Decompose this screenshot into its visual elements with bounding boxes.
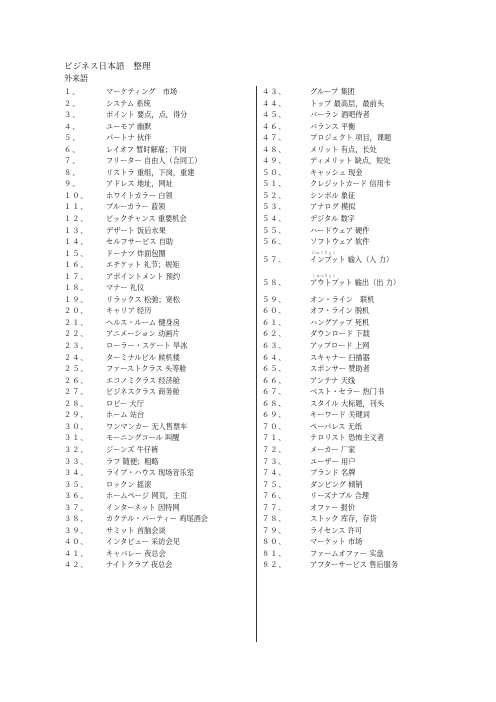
vocab-row: [262, 479, 462, 491]
furigana: しゅつりょく: [312, 272, 336, 278]
vocab-row: [262, 236, 462, 248]
vocab-number: １４、: [64, 237, 89, 247]
vocab-number: ３９、: [64, 525, 89, 535]
vocab-term: インタビュー 采访会见: [106, 537, 180, 547]
vocab-row: [262, 513, 462, 525]
vocab-term: カクテル・パーティー 鸡尾酒会: [106, 514, 208, 524]
vocab-term: ポイント 要点，点，得分: [106, 110, 188, 120]
vocab-term: アナログ 模拟: [310, 202, 356, 212]
vocab-row: [262, 548, 462, 560]
vocab-row: [262, 409, 462, 421]
vocab-term: メーカー 厂家: [310, 444, 356, 454]
page-title: ビジネス日本語 整理: [64, 62, 151, 72]
vocab-term: リストラ 重组，下岗，重建: [106, 167, 195, 177]
vocab-term: マナー 礼仪: [106, 283, 145, 293]
vocab-number: ６、: [64, 144, 81, 154]
vocab-row: [262, 98, 462, 110]
vocab-term: ハングアップ 死机: [310, 317, 370, 327]
right-term-list: [262, 86, 462, 571]
vocab-row: [262, 444, 462, 456]
vocab-term: ディメリット 缺点，短处: [310, 156, 391, 166]
vocab-number: ３７、: [64, 502, 89, 512]
vocab-term: リラックス 松弛；宽松: [106, 294, 180, 304]
vocab-row: [262, 248, 462, 271]
vocab-row: [262, 271, 462, 294]
vocab-number: １５、: [64, 248, 89, 258]
vocab-number: ７６、: [262, 491, 287, 501]
vocab-number: ６６、: [262, 375, 287, 385]
vocab-term: ベスト・セラー 热门书: [310, 387, 385, 397]
vocab-number: ７０、: [262, 421, 287, 431]
vocab-row: [262, 363, 462, 375]
vocab-row: [262, 86, 462, 98]
vocab-row: [64, 363, 254, 375]
vocab-row: [64, 109, 254, 121]
vocab-row: [262, 213, 462, 225]
vocab-row: [64, 340, 254, 352]
vocab-term: プロジェクト 项目，课题: [310, 133, 392, 143]
vocab-number: ４５、: [262, 110, 287, 120]
vocab-term: ブランド 名牌: [310, 468, 356, 478]
vocab-row: [262, 144, 462, 156]
vocab-term: フリーター 自由人（合同工）: [106, 156, 202, 166]
vocab-row: [64, 375, 254, 387]
vocab-term: テロリスト 恐怖主义者: [310, 433, 385, 443]
vocab-row: [262, 421, 462, 433]
vocab-number: ６５、: [262, 364, 287, 374]
vocab-term: オファー 报价: [310, 502, 356, 512]
vocab-row: [64, 98, 254, 110]
vocab-number: ３、: [64, 110, 81, 120]
vocab-number: １３、: [64, 225, 89, 235]
vocab-term: キャッシュ 现金: [310, 167, 363, 177]
vocab-term: ワンマンカー 无人售票车: [106, 421, 188, 431]
vocab-term: ロックン 摇滚: [106, 479, 152, 489]
vocab-term: オフ・ライン 脱机: [310, 306, 370, 316]
vocab-number: ７４、: [262, 468, 287, 478]
vocab-row: [262, 559, 462, 571]
vocab-number: ２８、: [64, 398, 89, 408]
vocab-term: ビックチャンス 重要机会: [106, 214, 187, 224]
vocab-number: ９、: [64, 179, 81, 189]
vocab-term: スポンサー 赞助者: [310, 364, 370, 374]
vocab-number: ３５、: [64, 479, 89, 489]
vocab-row: [262, 305, 462, 317]
vocab-number: ４１、: [64, 548, 89, 558]
vocab-row: [64, 155, 254, 167]
vocab-term: ハードウェア 硬件: [310, 225, 370, 235]
vocab-row: [64, 352, 254, 364]
vocab-number: ８、: [64, 167, 81, 177]
vocab-number: ３３、: [64, 456, 89, 466]
vocab-number: ７３、: [262, 456, 287, 466]
vocab-number: ４、: [64, 121, 81, 131]
vocab-row: [262, 525, 462, 537]
vocab-row: [64, 456, 254, 468]
vocab-number: ３６、: [64, 491, 89, 501]
vocab-term-text: インプット 输入（入 力）: [310, 254, 394, 264]
vocab-row: [262, 109, 462, 121]
vocab-number: ７２、: [262, 444, 287, 454]
vocab-term: ソフトウェア 软件: [310, 237, 370, 247]
vocab-number: ６９、: [262, 410, 287, 420]
vocab-number: ５６、: [262, 237, 287, 247]
vocab-term: パートナ 伙伴: [106, 133, 152, 143]
vocab-row: [64, 317, 254, 329]
vocab-term: デジタル 数字: [310, 214, 355, 224]
vocab-term: アフターサービス 售后服务: [310, 560, 399, 570]
vocab-row: [262, 328, 462, 340]
vocab-number: ８１、: [262, 548, 287, 558]
vocab-row: [64, 201, 254, 213]
vocab-number: ３２、: [64, 444, 89, 454]
vocab-row: [64, 479, 254, 491]
vocab-term: リーズナブル 合理: [310, 491, 369, 501]
vocab-number: ６１、: [262, 317, 287, 327]
vocab-number: ４０、: [64, 537, 89, 547]
vocab-row: [64, 409, 254, 421]
vocab-row: [262, 155, 462, 167]
vocab-row: [64, 305, 254, 317]
vocab-number: ４４、: [262, 98, 287, 108]
left-term-list: [64, 86, 254, 571]
vocab-term: ドーナツ 炸面包圈: [106, 248, 166, 258]
vocab-row: [262, 225, 462, 237]
vocab-term: ユーモア 幽默: [106, 121, 152, 131]
vocab-number: ７１、: [262, 433, 287, 443]
vocab-term: ダウンロード 下载: [310, 329, 370, 339]
vocab-term: ホワイトカラー 白领: [106, 190, 173, 200]
vocab-term: バランス 平衡: [310, 121, 356, 131]
vocab-row: [64, 386, 254, 398]
vocab-term: キャバレー 夜总会: [106, 548, 166, 558]
vocab-term: インターネット 因特网: [106, 502, 180, 512]
vocab-term: キャリア 经历: [106, 306, 152, 316]
vocab-row: [64, 213, 254, 225]
vocab-row: [262, 201, 462, 213]
vocab-number: ２２、: [64, 329, 89, 339]
vocab-row: [262, 121, 462, 133]
vocab-row: [64, 259, 254, 271]
vocab-row: [64, 513, 254, 525]
vocab-term: エコノミクラス 经济舱: [106, 375, 180, 385]
vocab-number: ６３、: [262, 341, 287, 351]
vocab-term: サミット 首脑会谈: [106, 525, 166, 535]
vocab-term-text: アウトプット 输出（出 力）: [310, 277, 401, 287]
vocab-number: ２０、: [64, 306, 89, 316]
vocab-row: [64, 525, 254, 537]
vocab-row: [64, 144, 254, 156]
vocab-row: [64, 559, 254, 571]
vocab-term: ホームページ 网页，主页: [106, 491, 188, 501]
vocab-number: ２、: [64, 98, 81, 108]
vocab-term: ヘルス・ルーム 健身房: [106, 317, 180, 327]
vocab-number: ８０、: [262, 537, 287, 547]
vocab-row: [64, 432, 254, 444]
vocab-term: ダンピング 倾销: [310, 479, 363, 489]
vocab-term: アンテナ 天线: [310, 375, 356, 385]
vocab-term: ブルーカラー 蓝领: [106, 202, 166, 212]
vocab-number: ６７、: [262, 387, 287, 397]
vocab-term: マーケティング 市场: [106, 87, 178, 96]
vocab-number: １１、: [64, 202, 89, 212]
vocab-term: ビジネスクラス 商务舱: [106, 387, 180, 397]
vocab-row: [64, 467, 254, 479]
vocab-number: １７、: [64, 271, 89, 281]
vocab-row: [64, 132, 254, 144]
vocab-number: ５４、: [262, 214, 287, 224]
vocab-number: ４８、: [262, 144, 287, 154]
vocab-number: ５１、: [262, 179, 287, 189]
vocab-row: [262, 490, 462, 502]
vocab-term: バーラン 酒吧侍者: [310, 110, 370, 120]
vocab-number: ４７、: [262, 133, 287, 143]
vocab-number: ７８、: [262, 514, 287, 524]
vocab-term: グループ 集团: [310, 87, 355, 96]
vocab-number: ５２、: [262, 190, 287, 200]
vocab-row: [64, 421, 254, 433]
vocab-row: [64, 271, 254, 283]
vocab-number: ５７、: [262, 254, 287, 264]
vocab-row: [262, 432, 462, 444]
vocab-row: [262, 375, 462, 387]
section-heading: 外来語: [64, 74, 88, 83]
vocab-number: ２３、: [64, 341, 89, 351]
vocab-row: [64, 398, 254, 410]
vocab-term: ライブ・ハウス 现场音乐室: [106, 468, 194, 478]
vocab-term: オン・ライン 联机: [310, 294, 375, 304]
vocab-number: ２１、: [64, 317, 89, 327]
vocab-row: [262, 340, 462, 352]
vocab-number: ２７、: [64, 387, 89, 397]
vocab-number: １９、: [64, 294, 89, 304]
vocab-row: [64, 190, 254, 202]
vocab-row: [64, 490, 254, 502]
vocab-number: ５９、: [262, 294, 287, 304]
vocab-row: [262, 456, 462, 468]
vocab-term: ライセンス 许可: [310, 525, 362, 535]
vocab-number: ２５、: [64, 364, 89, 374]
vocab-term: エチケット 礼节；规矩: [106, 260, 180, 270]
vocab-row: [262, 467, 462, 479]
vocab-term: スキャナー 扫描器: [310, 352, 370, 362]
vocab-term: モーニングコール 叫醒: [106, 433, 180, 443]
vocab-row: [262, 167, 462, 179]
vocab-number: ６４、: [262, 352, 287, 362]
vocab-row: [262, 502, 462, 514]
vocab-number: １２、: [64, 214, 89, 224]
vocab-term: ホーム 站台: [106, 410, 145, 420]
vocab-row: [64, 536, 254, 548]
vocab-number: ３８、: [64, 514, 89, 524]
vocab-term: アドレス 地址，网址: [106, 179, 173, 189]
vocab-term: ラフ 随便；粗略: [106, 456, 159, 466]
vocab-number: ７、: [64, 156, 81, 166]
vocab-term: スタイル 大标题，刊头: [310, 398, 385, 408]
vocab-row: [262, 294, 462, 306]
vocab-row: [262, 352, 462, 364]
vocab-number: ２９、: [64, 410, 89, 420]
vocab-number: ５、: [64, 133, 81, 143]
vocab-row: [64, 236, 254, 248]
vocab-row: [64, 502, 254, 514]
vocab-term: ストック 库存，存货: [310, 514, 377, 524]
vocab-row: [262, 132, 462, 144]
vocab-term: ロビー 大厅: [106, 398, 144, 408]
vocab-term: セルフサービス 自助: [106, 237, 173, 247]
vocab-row: [64, 225, 254, 237]
vocab-number: ４６、: [262, 121, 287, 131]
vocab-row: [64, 328, 254, 340]
vocab-term: メリット 有点，长处: [310, 144, 377, 154]
column-divider: [256, 86, 257, 642]
vocab-number: ７９、: [262, 525, 287, 535]
vocab-number: １８、: [64, 283, 89, 293]
vocab-term: シンボル 象征: [310, 190, 356, 200]
vocab-term: ターミナルビル 候机楼: [106, 352, 180, 362]
vocab-term: デザート 饭后水果: [106, 225, 166, 235]
vocab-term: レイオフ 暂时解雇；下岗: [106, 144, 187, 154]
vocab-row: [262, 398, 462, 410]
vocab-number: １０、: [64, 190, 89, 200]
vocab-row: [64, 294, 254, 306]
vocab-term: ユーザー 用户: [310, 456, 356, 466]
vocab-number: ２６、: [64, 375, 89, 385]
vocab-number: ５５、: [262, 225, 287, 235]
vocab-row: [64, 178, 254, 190]
vocab-term: ファームオファー 实盘: [310, 548, 384, 558]
vocab-row: [262, 317, 462, 329]
vocab-term: アニメーション 动画片: [106, 329, 180, 339]
vocab-term: キーワード 关键词: [310, 410, 370, 420]
vocab-row: [64, 548, 254, 560]
vocab-row: [64, 282, 254, 294]
vocab-term: システム 系统: [106, 98, 151, 108]
vocab-term: マーケット 市场: [310, 537, 363, 547]
furigana: にゅうりょく: [312, 249, 336, 255]
vocab-row: [262, 178, 462, 190]
vocab-term: ジーンズ 牛仔裤: [106, 444, 159, 454]
vocab-row: [64, 167, 254, 179]
vocab-number: ７７、: [262, 502, 287, 512]
vocab-row: [64, 444, 254, 456]
vocab-number: ５０、: [262, 167, 287, 177]
vocab-row: [262, 386, 462, 398]
vocab-term: トップ 最高层，最前头: [310, 98, 384, 108]
vocab-term: ペーパレス 无纸: [310, 421, 363, 431]
vocab-term: ローラー・スケート 旱冰: [106, 341, 188, 351]
vocab-number: ３４、: [64, 468, 89, 478]
vocab-term: アポイントメント 预约: [106, 271, 181, 281]
vocab-term: ファーストクラス 头等舱: [106, 364, 187, 374]
vocab-number: ４３、: [262, 87, 287, 96]
vocab-row: [64, 248, 254, 260]
vocab-number: ６２、: [262, 329, 287, 339]
vocab-term: ナイトクラブ 夜总会: [106, 560, 173, 570]
vocab-number: ７５、: [262, 479, 287, 489]
vocab-term: [310, 271, 400, 294]
vocab-number: ４９、: [262, 156, 287, 166]
vocab-number: ５３、: [262, 202, 287, 212]
vocab-number: ５８、: [262, 277, 287, 287]
vocab-term: アップロード 上网: [310, 341, 370, 351]
vocab-row: [64, 86, 254, 98]
vocab-term: クレジットカード 信用卡: [310, 179, 391, 189]
vocab-number: ４２、: [64, 560, 89, 570]
vocab-number: ６０、: [262, 306, 287, 316]
vocab-row: [262, 536, 462, 548]
vocab-number: ８２、: [262, 560, 287, 570]
vocab-number: ３０、: [64, 421, 89, 431]
vocab-number: １６、: [64, 260, 89, 270]
vocab-row: [262, 190, 462, 202]
vocab-number: ６８、: [262, 398, 287, 408]
vocab-number: １、: [64, 87, 81, 96]
vocab-number: ２４、: [64, 352, 89, 362]
vocab-row: [64, 121, 254, 133]
vocab-number: ３１、: [64, 433, 89, 443]
